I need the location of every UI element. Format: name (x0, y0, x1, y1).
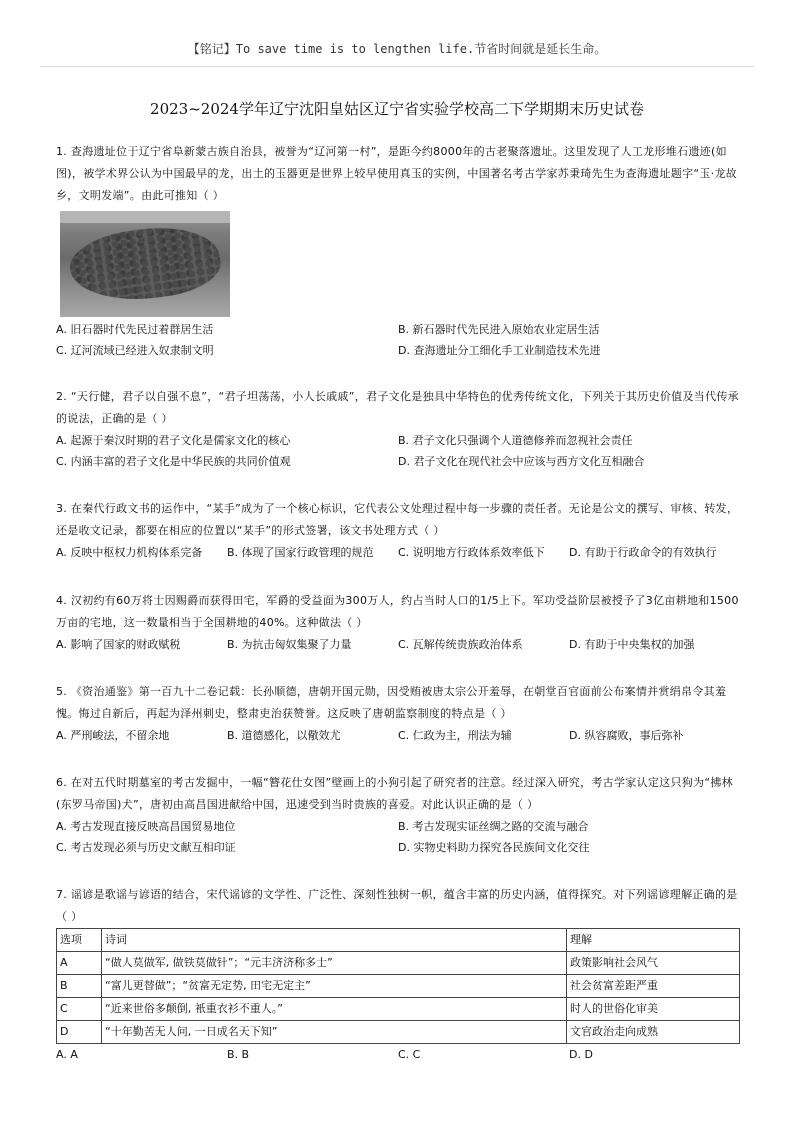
table-cell: A (57, 952, 102, 975)
option-d[interactable]: D. 有助于中央集权的加强 (569, 638, 695, 651)
option-c[interactable]: C. 辽河流域已经进入奴隶制文明 (56, 344, 214, 357)
option-a[interactable]: A. 起源于秦汉时期的君子文化是儒家文化的核心 (56, 434, 291, 447)
question-stem: 7. 谣谚是歌谣与谚语的结合，宋代谣谚的文学性、广泛性、深刻性独树一帜，蕴含丰富的历史内涵，值得探究。对下列谣谚理解正确的是（ ） (56, 888, 738, 923)
table-header-cell: 诗词 (102, 929, 567, 952)
option-a[interactable]: A. A (56, 1048, 78, 1061)
options (56, 1044, 740, 1065)
option-c[interactable]: C. 考古发现必须与历史文献互相印证 (56, 841, 236, 854)
option-d[interactable]: D. 有助于行政命令的有效执行 (569, 546, 717, 559)
option-d[interactable]: D. 实物史料助力探究各民族间文化交往 (398, 841, 590, 854)
option-b[interactable]: B. 道德感化，以儆效尤 (227, 729, 341, 742)
question-7 (56, 884, 740, 1065)
option-b[interactable]: B. 为抗击匈奴集聚了力量 (227, 638, 352, 651)
table-row (57, 952, 740, 975)
option-d[interactable]: D. 查海遗址分工细化手工业制造技术先进 (398, 344, 601, 357)
question-stem: 1. 查海遗址位于辽宁省阜新蒙古族自治县，被誉为“辽河第一村”，是距今约8000年的古老聚落遗址。这里发现了人工龙形堆石遗迹(如图)，被学术界公认为中国最早的龙，出土的玉器更是世界上较早使用真玉的实例，中国著名考古学家苏秉琦先生为查海遗址题字“玉·龙故乡，文明发端”。由此可推知（ ） (56, 145, 738, 202)
option-a[interactable]: A. 旧石器时代先民过着群居生活 (56, 323, 214, 336)
question-3 (56, 498, 740, 563)
option-b[interactable]: B. 君子文化只强调个人道德修养而忽视社会责任 (398, 434, 633, 447)
option-d[interactable]: D. D (569, 1048, 593, 1061)
option-c[interactable]: C. 仁政为主，刑法为辅 (398, 729, 512, 742)
option-b[interactable]: B. 考古发现实证丝绸之路的交流与融合 (398, 820, 589, 833)
options (56, 319, 740, 361)
option-c[interactable]: C. 说明地方行政体系效率低下 (398, 546, 545, 559)
stone-dragon-photo (60, 211, 230, 317)
option-a[interactable]: A. 反映中枢权力机构体系完备 (56, 546, 203, 559)
table-cell: “十年勤苦无人问, 一日成名天下知” (102, 1021, 567, 1044)
page-title: 2023~2024学年辽宁沈阳皇姑区辽宁省实验学校高二下学期期末历史试卷 (150, 100, 644, 118)
table-row (57, 975, 740, 998)
table-cell: “近来世俗多颠倒, 衹重衣衫不重人。” (102, 998, 567, 1021)
options (56, 634, 740, 655)
question-1 (56, 141, 740, 361)
option-b[interactable]: B. B (227, 1048, 250, 1061)
table-row (57, 1021, 740, 1044)
options (56, 816, 740, 858)
table-cell: 社会贫富差距严重 (567, 975, 740, 998)
table-cell: D (57, 1021, 102, 1044)
option-a[interactable]: A. 影响了国家的财政赋税 (56, 638, 181, 651)
table-cell: “富儿更替做”；“贫富无定势, 田宅无定主” (102, 975, 567, 998)
option-a[interactable]: A. 严刑峻法，不留余地 (56, 729, 170, 742)
option-c[interactable]: C. C (398, 1048, 421, 1061)
question-stem: 4. 汉初约有60万将士因赐爵而获得田宅，军爵的受益面为300万人，约占当时人口的1/5上下。军功受益阶层被授予了3亿亩耕地和1500万亩的宅地，这一数量相当于全国耕地的40%。这种做法（ ） (56, 594, 739, 629)
question-2 (56, 386, 740, 472)
poem-table (56, 928, 740, 1044)
table-cell: B (57, 975, 102, 998)
question-stem: 2. “天行健，君子以自强不息”，“君子坦荡荡，小人长戚戚”，君子文化是独具中华特色的优秀传统文化，下列关于其历史价值及当代传承的说法，正确的是（ ） (56, 390, 739, 425)
option-b[interactable]: B. 体现了国家行政管理的规范 (227, 546, 374, 559)
options (56, 542, 740, 563)
question-stem: 5. 《资治通鉴》第一百九十二卷记载：长孙顺德，唐朝开国元勋，因受贿被唐太宗公开羞辱，在朝堂百官面前公布案情并赏绢帛令其羞愧。悔过自新后，再起为泽州刺史，整肃吏治获赞誉。这反映了唐朝监察制度的特点是（ ） (56, 685, 727, 720)
question-6 (56, 772, 740, 858)
option-a[interactable]: A. 考古发现直接反映高昌国贸易地位 (56, 820, 236, 833)
table-row (57, 998, 740, 1021)
option-b[interactable]: B. 新石器时代先民进入原始农业定居生活 (398, 323, 600, 336)
table-header-cell: 理解 (567, 929, 740, 952)
table-cell: 文官政治走向成熟 (567, 1021, 740, 1044)
table-cell: “做人莫做军, 做铁莫做针”；“元丰济济称多士” (102, 952, 567, 975)
option-d[interactable]: D. 君子文化在现代社会中应该与西方文化互相融合 (398, 455, 645, 468)
option-c[interactable]: C. 内涵丰富的君子文化是中华民族的共同价值观 (56, 455, 291, 468)
header-motto: 【铭记】To save time is to lengthen life.节省时间就是延长生命。 (187, 42, 607, 56)
option-d[interactable]: D. 纵容腐败，事后弥补 (569, 729, 684, 742)
table-header-cell: 选项 (57, 929, 102, 952)
table-cell: 政策影响社会风气 (567, 952, 740, 975)
options (56, 725, 740, 746)
table-cell: 时人的世俗化审美 (567, 998, 740, 1021)
table-cell: C (57, 998, 102, 1021)
question-5 (56, 681, 740, 746)
question-stem: 3. 在秦代行政文书的运作中，“某手”成为了一个核心标识，它代表公文处理过程中每一步骤的责任者。无论是公文的撰写、审核、转发，还是收文记录，都要在相应的位置以“某手”的形式签署，该文书处理方式（ ） (56, 502, 739, 537)
table-header-row (57, 929, 740, 952)
header-divider (40, 66, 754, 67)
question-stem: 6. 在对五代时期墓室的考古发掘中，一幅“簪花仕女图”壁画上的小狗引起了研究者的注意。经过深入研究，考古学家认定这只狗为“拂林(东罗马帝国)犬”，唐初由高昌国进献给中国，迅速受到当时贵族的喜爱。对此认识正确的是（ ） (56, 776, 733, 811)
question-4 (56, 590, 740, 655)
option-c[interactable]: C. 瓦解传统贵族政治体系 (398, 638, 523, 651)
options (56, 430, 740, 472)
